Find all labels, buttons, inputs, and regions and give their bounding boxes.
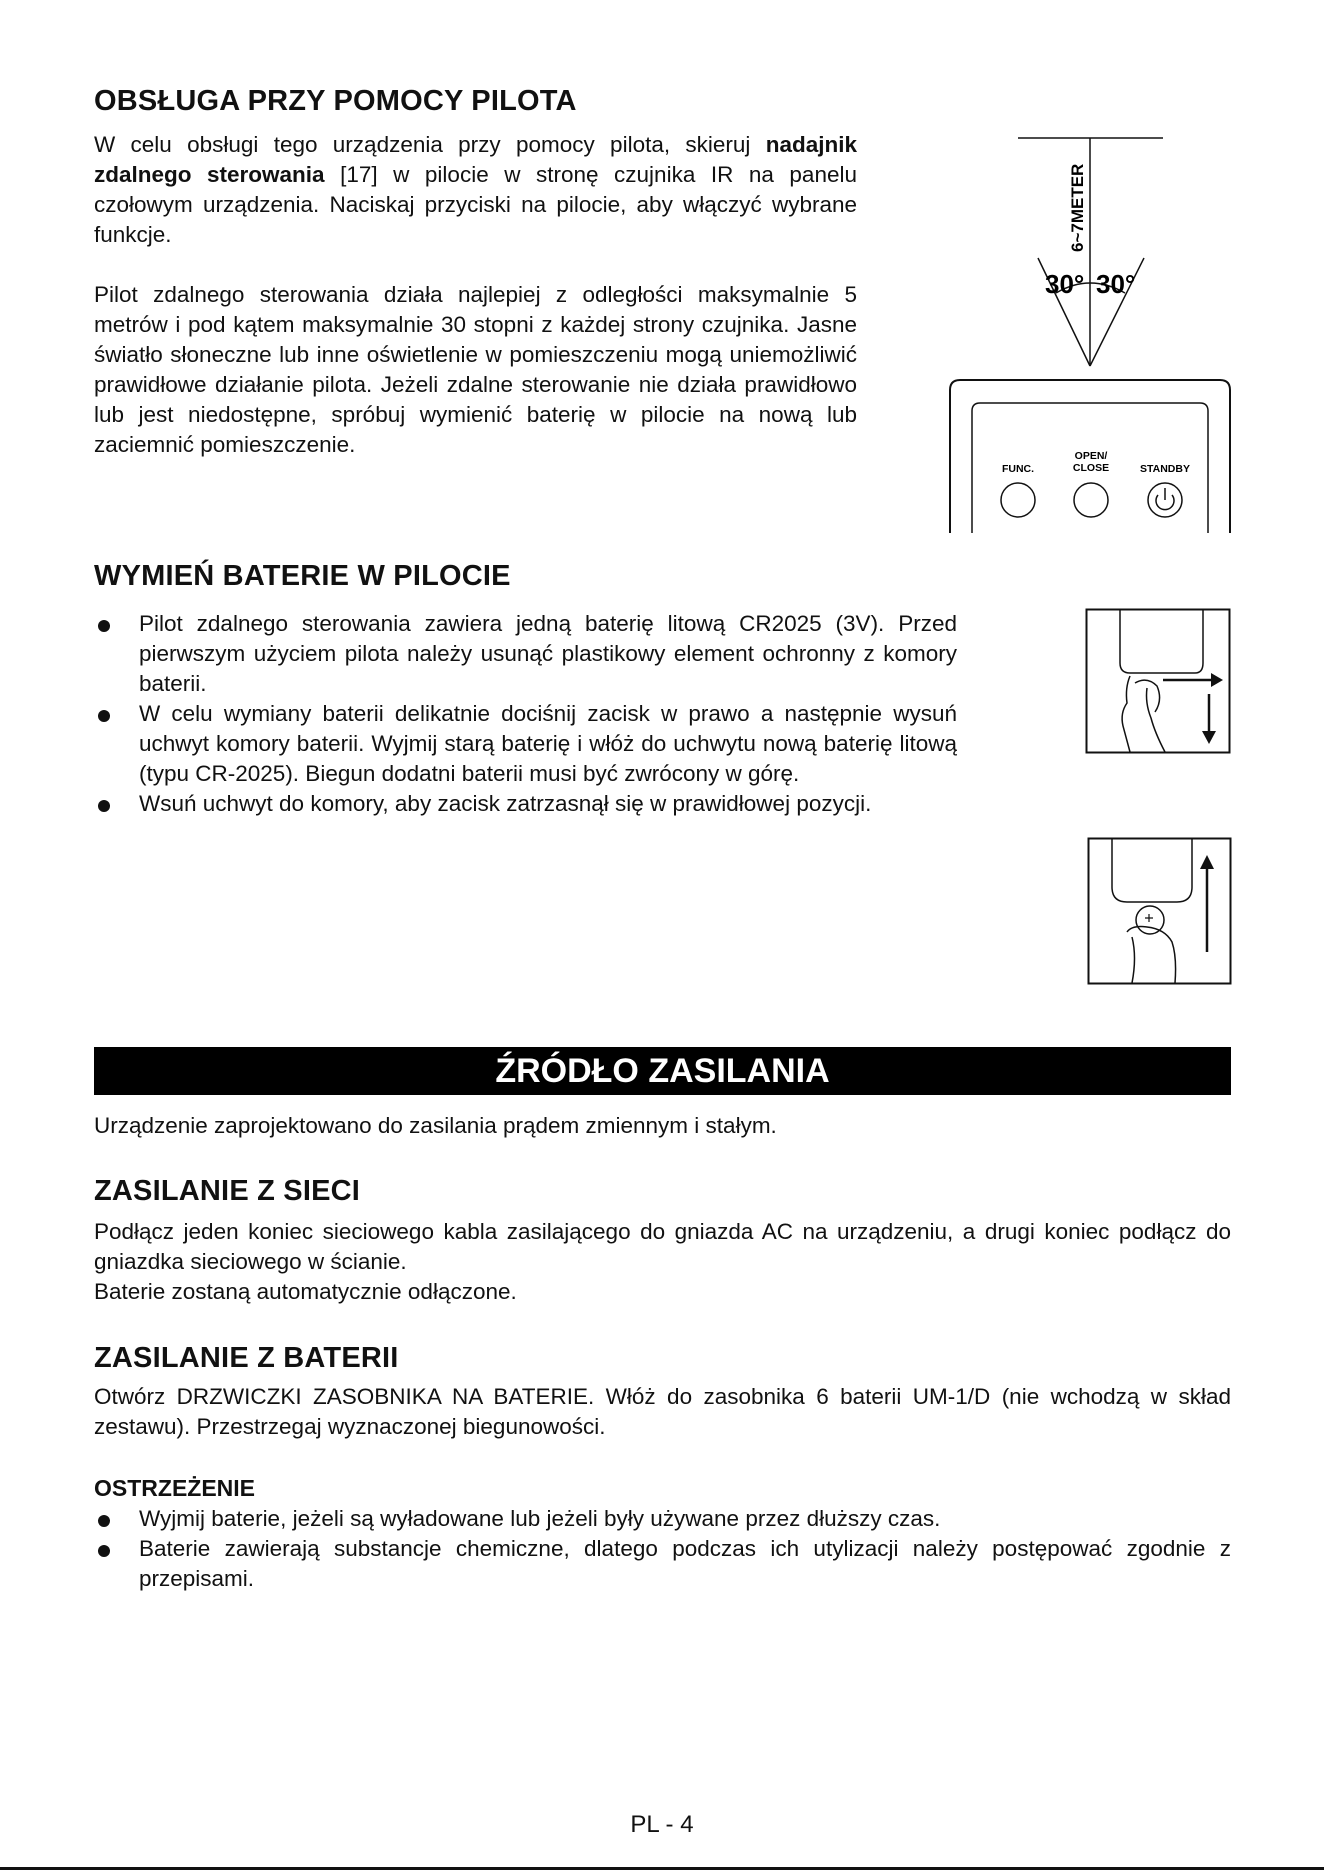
angle-right-label: 30° <box>1096 269 1136 299</box>
open-close-button-icon <box>1074 483 1108 517</box>
bottom-rule <box>0 1867 1324 1870</box>
list-item: Wsuń uchwyt do komory, aby zacisk zatrzasnął się w prawidłowej pozycji. <box>94 789 957 819</box>
replace-battery-list <box>94 609 957 819</box>
angle-left-label: 30° <box>1045 269 1085 299</box>
battery-tray-open-illustration <box>1085 608 1231 754</box>
list-item: W celu wymiany baterii delikatnie dociśnij zacisk w prawo a następnie wysuń uchwyt komory baterii. Wyjmij starą baterię i włóż do uchwytu nową baterię litową (typu CR-2025). Biegun dodatni baterii musi być zwrócony w górę. <box>94 699 957 789</box>
page-number: PL - 4 <box>630 1811 694 1838</box>
list-item: Pilot zdalnego sterowania zawiera jedną baterię litową CR2025 (3V). Przed pierwszym użyciem pilota należy usunąć plastikowy element ochronny z komory baterii. <box>94 609 957 699</box>
power-intro-text: Urządzenie zaprojektowano do zasilania prądem zmiennym i stałym. <box>94 1113 777 1138</box>
warning-title: OSTRZEŻENIE <box>94 1475 256 1501</box>
distance-label: 6~7METER <box>1068 163 1087 252</box>
section-title-remote-operation: OBSŁUGA PRZY POMOCY PILOTA <box>94 85 577 117</box>
warning-list <box>94 1504 1231 1594</box>
power-source-banner: ŹRÓDŁO ZASILANIA <box>94 1047 1231 1095</box>
section-title-battery-power: ZASILANIE Z BATERII <box>94 1342 399 1374</box>
standby-label: STANDBY <box>1140 463 1190 475</box>
battery-tray-insert-illustration <box>1087 837 1232 985</box>
open-label: OPEN/ <box>1074 450 1108 462</box>
remote-range-paragraph: Pilot zdalnego sterowania działa najlepiej z odległości maksymalnie 5 metrów i pod kątem maksymalnie 30 stopni z każdej strony czujnika. Jasne światło słoneczne lub inne oświetlenie w pomieszczeniu mogą uniemożliwić prawidłowe działanie pilota. Jeżeli zdalne sterowanie nie działa prawidłowo lub jest niedostępne, spróbuj wymienić baterię w pilocie na nową lub zaciemnić pomieszczenie. <box>94 282 857 457</box>
section-title-replace-battery: WYMIEŃ BATERIE W PILOCIE <box>94 560 511 592</box>
hand-icon <box>1122 676 1130 752</box>
remote-intro-text: W celu obsługi tego urządzenia przy pomocy pilota, skieruj <box>94 132 766 157</box>
remote-range-diagram <box>945 128 1235 533</box>
mains-paragraph: Podłącz jeden koniec sieciowego kabla zasilającego do gniazda AC na urządzeniu, a drugi koniec podłącz do gniazdka sieciowego w ścianie. <box>94 1219 1231 1274</box>
section-title-mains: ZASILANIE Z SIECI <box>94 1175 361 1207</box>
battery-power-paragraph: Otwórz DRZWICZKI ZASOBNIKA NA BATERIE. Włóż do zasobnika 6 baterii UM-1/D (nie wchodzą w skład zestawu). Przestrzegaj wyznaczonej biegunowości. <box>94 1384 1231 1439</box>
remote-intro-text-end: [17] w pilocie w stronę czujnika IR na panelu czołowym urządzenia. Naciskaj przyciski na pilocie, aby włączyć wybrane funkcje. <box>94 162 857 247</box>
close-label: CLOSE <box>1072 462 1110 474</box>
mains-note: Baterie zostaną automatycznie odłączone. <box>94 1279 517 1304</box>
func-button-icon <box>1001 483 1035 517</box>
func-label: FUNC. <box>1001 463 1035 475</box>
remote-transmitter-term: nadajnik zdalnego sterowania <box>94 132 857 187</box>
list-item: Baterie zawierają substancje chemiczne, dlatego podczas ich utylizacji należy postępować zgodnie z przepisami. <box>94 1534 1231 1594</box>
list-item: Wyjmij baterie, jeżeli są wyładowane lub jeżeli były używane przez dłuższy czas. <box>94 1504 1231 1534</box>
remote-intro-paragraph <box>94 130 857 250</box>
